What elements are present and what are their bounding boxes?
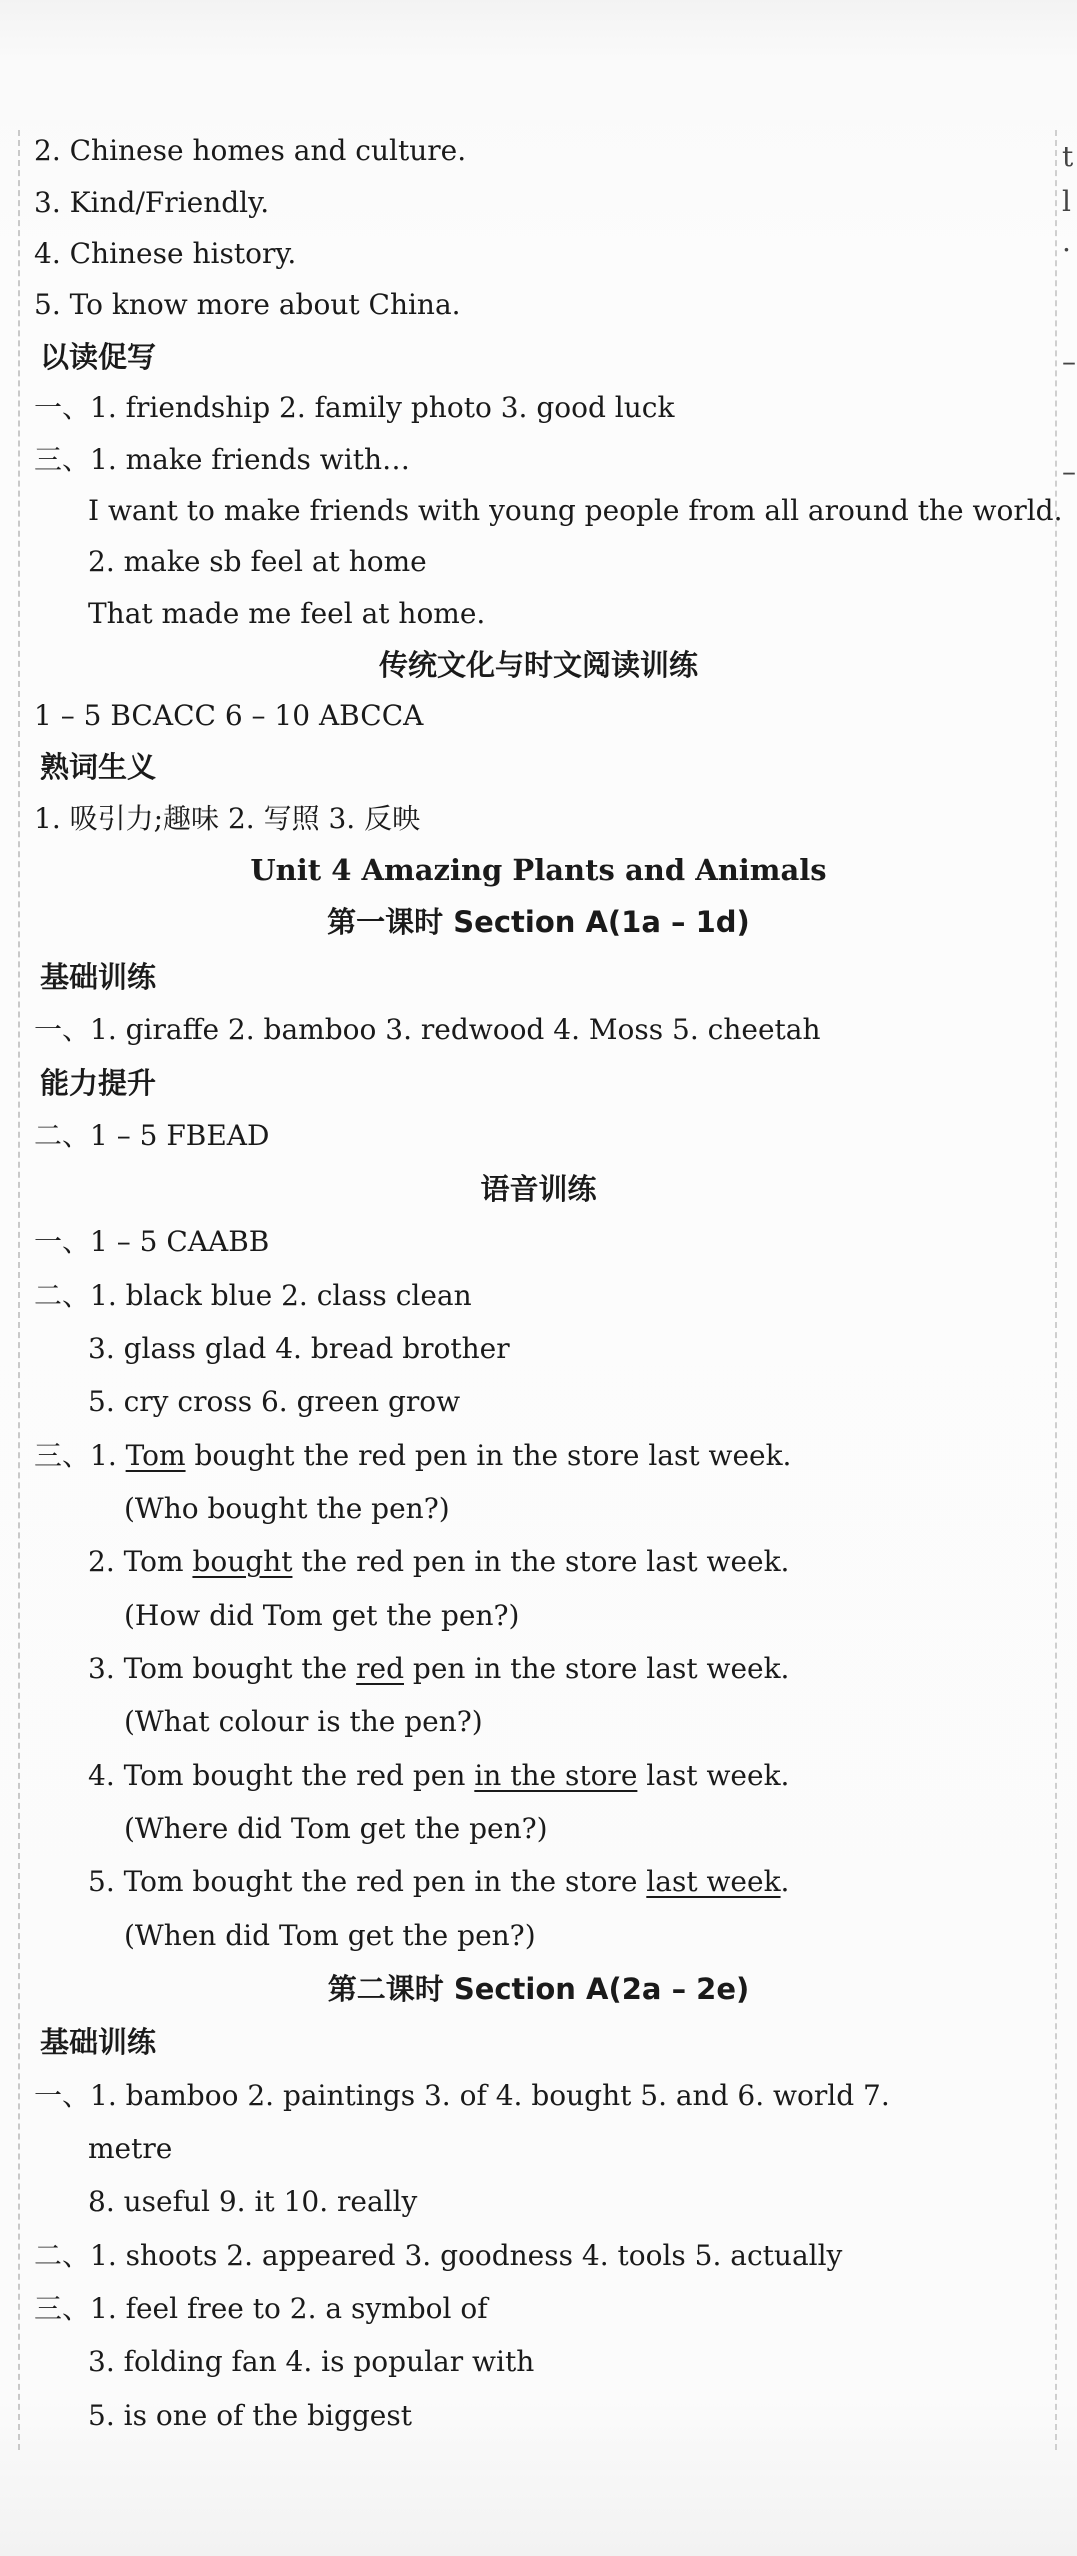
right-edge-fragment: –	[1062, 455, 1076, 488]
sentence-prefix: 5. Tom bought the red pen in the store	[88, 1865, 647, 1898]
answer-line: 2. Chinese homes and culture.	[34, 134, 467, 167]
rewrite-sentence	[88, 1862, 789, 1902]
question-line: (How did Tom get the pen?)	[124, 1599, 520, 1632]
sentence-prefix: 2. Tom	[88, 1545, 193, 1578]
unit-title: Unit 4 Amazing Plants and Animals	[250, 853, 827, 887]
answer-line: 8. useful 9. it 10. really	[88, 2185, 418, 2218]
lesson-title: 第二课时 Section A(2a – 2e)	[327, 1972, 750, 2006]
section-heading: 能力提升	[40, 1066, 157, 1100]
sentence-prefix: 3. Tom bought the	[88, 1652, 357, 1685]
question-line: (What colour is the pen?)	[124, 1705, 483, 1738]
underlined-part: last week	[646, 1865, 781, 1898]
right-margin-line	[1055, 130, 1057, 2450]
right-edge-fragment: .	[1062, 225, 1071, 258]
right-edge-fragment: l	[1062, 185, 1071, 218]
answer-line: 3. glass glad 4. bread brother	[88, 1332, 510, 1365]
answer-line: 一、1. bamboo 2. paintings 3. of 4. bought 5. and 6. world 7.	[34, 2079, 890, 2112]
answer-line: 三、1. feel free to 2. a symbol of	[34, 2292, 488, 2325]
sentence-rest: bought the red pen in the store last week.	[185, 1439, 792, 1472]
sentence-rest: pen in the store last week.	[404, 1652, 790, 1685]
answer-line: 3. Kind/Friendly.	[34, 186, 270, 219]
answer-line: 一、1 – 5 CAABB	[34, 1225, 270, 1258]
answer-line: That made me feel at home.	[88, 597, 486, 630]
underlined-part: Tom	[125, 1439, 186, 1472]
underlined-part: bought	[192, 1545, 293, 1578]
answer-line: 5. is one of the biggest	[88, 2399, 412, 2432]
right-edge-fragment: –	[1062, 345, 1076, 378]
answer-line: 5. cry cross 6. green grow	[88, 1385, 461, 1418]
answer-line: metre	[88, 2132, 173, 2165]
answer-line: 二、1. shoots 2. appeared 3. goodness 4. tools 5. actually	[34, 2239, 843, 2272]
rewrite-sentence	[88, 1756, 789, 1796]
section-title: 语音训练	[480, 1172, 597, 1206]
answer-line: I want to make friends with young people from all around the world.	[88, 494, 1063, 527]
answer-line: 3. folding fan 4. is popular with	[88, 2345, 535, 2378]
rewrite-sentence	[88, 1542, 789, 1582]
underlined-part: red	[356, 1652, 404, 1685]
question-line: (When did Tom get the pen?)	[124, 1919, 536, 1952]
question-line: (Who bought the pen?)	[124, 1492, 450, 1525]
question-line: (Where did Tom get the pen?)	[124, 1812, 548, 1845]
section-heading: 以读促写	[40, 340, 157, 374]
answer-line: 2. make sb feel at home	[88, 545, 427, 578]
answer-line: 一、1. friendship 2. family photo 3. good luck	[34, 391, 675, 424]
binding-margin-line	[18, 130, 20, 2450]
section-title: 传统文化与时文阅读训练	[378, 648, 698, 682]
answer-line: 二、1. black blue 2. class clean	[34, 1279, 472, 1312]
answer-line: 1. 吸引力;趣味 2. 写照 3. 反映	[34, 802, 421, 835]
right-edge-fragment: t	[1062, 140, 1074, 173]
answer-line: 三、1. make friends with…	[34, 443, 411, 476]
sentence-prefix: 4. Tom bought the red pen	[88, 1759, 475, 1792]
section-heading: 基础训练	[40, 960, 157, 994]
answer-line: 二、1 – 5 FBEAD	[34, 1119, 270, 1152]
answer-line: 4. Chinese history.	[34, 237, 297, 270]
lesson-title: 第一课时 Section A(1a – 1d)	[327, 905, 750, 939]
sentence-rest: last week.	[637, 1759, 790, 1792]
answer-line: 1 – 5 BCACC 6 – 10 ABCCA	[34, 699, 424, 732]
sentence-rest: the red pen in the store last week.	[292, 1545, 790, 1578]
rewrite-sentence	[88, 1649, 789, 1689]
sentence-rest: .	[780, 1865, 790, 1898]
rewrite-sentence	[34, 1436, 791, 1476]
underlined-part: in the store	[474, 1759, 638, 1792]
section-heading: 基础训练	[40, 2025, 157, 2059]
section-heading: 熟词生义	[40, 750, 157, 784]
answer-line: 一、1. giraffe 2. bamboo 3. redwood 4. Moss 5. cheetah	[34, 1013, 821, 1046]
answer-line: 5. To know more about China.	[34, 288, 461, 321]
sentence-prefix: 三、1.	[34, 1439, 126, 1472]
